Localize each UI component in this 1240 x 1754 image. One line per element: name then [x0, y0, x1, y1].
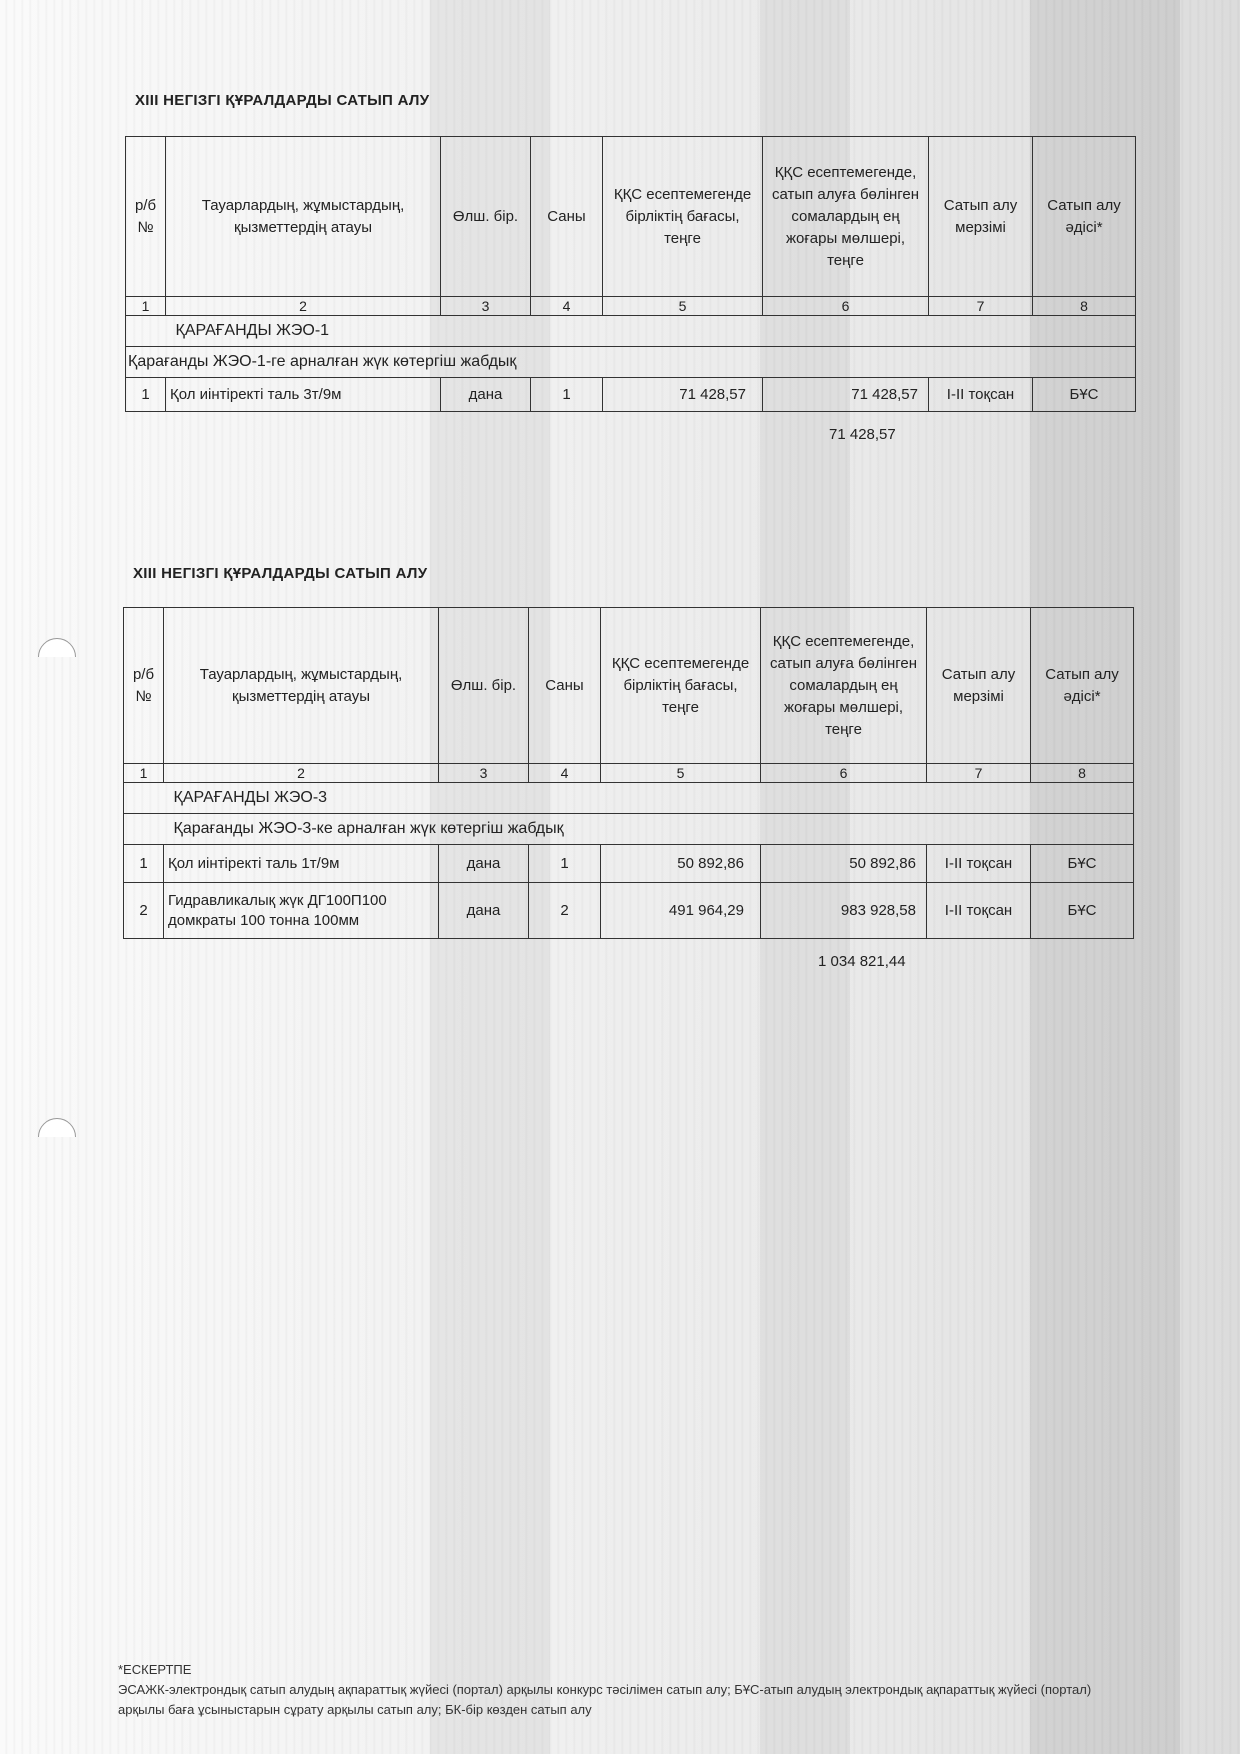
row-term: I-II тоқсан: [927, 883, 1031, 939]
row-qty: 2: [529, 883, 601, 939]
header-qty: Саны: [531, 137, 603, 297]
header-term: Сатып алу мерзімі: [927, 608, 1031, 764]
col-number: 2: [164, 764, 439, 783]
section-heading: ҚАРАҒАНДЫ ЖЭО-3: [164, 783, 1134, 814]
header-qty: Саны: [529, 608, 601, 764]
header-amount: ҚҚС есептемегенде, сатып алуға бөлінген сомалардың ең жоғары мөлшері, теңге: [761, 608, 927, 764]
row-price: 491 964,29: [601, 883, 761, 939]
col-number: 6: [763, 297, 929, 316]
row-name: Қол иінтіректі таль 3т/9м: [166, 378, 441, 412]
col-number: 8: [1033, 297, 1136, 316]
row-num: 2: [124, 883, 164, 939]
footnote: [118, 1660, 1138, 1720]
col-number: 4: [529, 764, 601, 783]
footnote-text: ЭСАЖК-электрондық сатып алудың ақпараттық жүйесі (портал) арқылы конкурс тәсілімен сатып алу; БҰС-атып алудың электрондық ақпараттық жүйесі (портал) арқылы баға ұсыныстарын сұрату арқылы сатып алу; БК-бір көзден сатып алу: [118, 1682, 1092, 1717]
punch-hole: [38, 638, 76, 676]
header-num: р/б №: [124, 608, 164, 764]
col-number: 7: [927, 764, 1031, 783]
table-row: [124, 883, 1134, 939]
col-number: 5: [603, 297, 763, 316]
col-number: 8: [1031, 764, 1134, 783]
header-unit: Өлш. бір.: [439, 608, 529, 764]
section-heading: ҚАРАҒАНДЫ ЖЭО-1: [166, 316, 1136, 347]
header-price: ҚҚС есептемегенде бірліктің бағасы, теңге: [601, 608, 761, 764]
header-name: Тауарлардың, жұмыстардың, қызметтердің атауы: [166, 137, 441, 297]
row-unit: дана: [439, 845, 529, 883]
col-number: 2: [166, 297, 441, 316]
header-price: ҚҚС есептемегенде бірліктің бағасы, теңге: [603, 137, 763, 297]
row-amount: 71 428,57: [763, 378, 929, 412]
procurement-table: [123, 607, 1134, 939]
row-num: 1: [124, 845, 164, 883]
col-number: 4: [531, 297, 603, 316]
row-qty: 1: [531, 378, 603, 412]
row-name: Қол иінтіректі таль 1т/9м: [164, 845, 439, 883]
subsection-heading: Қарағанды ЖЭО-1-ге арналған жүк көтергіш жабдық: [126, 347, 1136, 378]
row-term: I-II тоқсан: [927, 845, 1031, 883]
section-title: XIII НЕГІЗГІ ҚҰРАЛДАРДЫ САТЫП АЛУ: [133, 565, 428, 582]
row-num: 1: [126, 378, 166, 412]
col-number: 1: [124, 764, 164, 783]
table-row: [124, 845, 1134, 883]
col-number: 1: [126, 297, 166, 316]
table-total: 71 428,57: [829, 426, 896, 443]
header-method: Сатып алу әдісі*: [1031, 608, 1134, 764]
footnote-title: *ЕСКЕРТПЕ: [118, 1662, 192, 1677]
table-row: [126, 378, 1136, 412]
header-term: Сатып алу мерзімі: [929, 137, 1033, 297]
row-price: 71 428,57: [603, 378, 763, 412]
row-unit: дана: [439, 883, 529, 939]
table-total: 1 034 821,44: [818, 953, 906, 970]
row-term: I-II тоқсан: [929, 378, 1033, 412]
col-number: 6: [761, 764, 927, 783]
row-method: БҰС: [1031, 845, 1134, 883]
row-qty: 1: [529, 845, 601, 883]
row-amount: 50 892,86: [761, 845, 927, 883]
procurement-table: [125, 136, 1136, 412]
header-amount: ҚҚС есептемегенде, сатып алуға бөлінген сомалардың ең жоғары мөлшері, теңге: [763, 137, 929, 297]
subsection-heading: Қарағанды ЖЭО-3-ке арналған жүк көтергіш жабдық: [164, 814, 1134, 845]
col-number: 3: [441, 297, 531, 316]
header-method: Сатып алу әдісі*: [1033, 137, 1136, 297]
row-method: БҰС: [1031, 883, 1134, 939]
header-unit: Өлш. бір.: [441, 137, 531, 297]
row-price: 50 892,86: [601, 845, 761, 883]
row-name: Гидравликалық жүк ДГ100П100 домкраты 100 тонна 100мм: [164, 883, 439, 939]
col-number: 3: [439, 764, 529, 783]
section-title: XIII НЕГІЗГІ ҚҰРАЛДАРДЫ САТЫП АЛУ: [135, 92, 430, 109]
row-amount: 983 928,58: [761, 883, 927, 939]
col-number: 5: [601, 764, 761, 783]
header-name: Тауарлардың, жұмыстардың, қызметтердің атауы: [164, 608, 439, 764]
row-method: БҰС: [1033, 378, 1136, 412]
row-unit: дана: [441, 378, 531, 412]
header-num: р/б №: [126, 137, 166, 297]
col-number: 7: [929, 297, 1033, 316]
punch-hole: [38, 1118, 76, 1156]
